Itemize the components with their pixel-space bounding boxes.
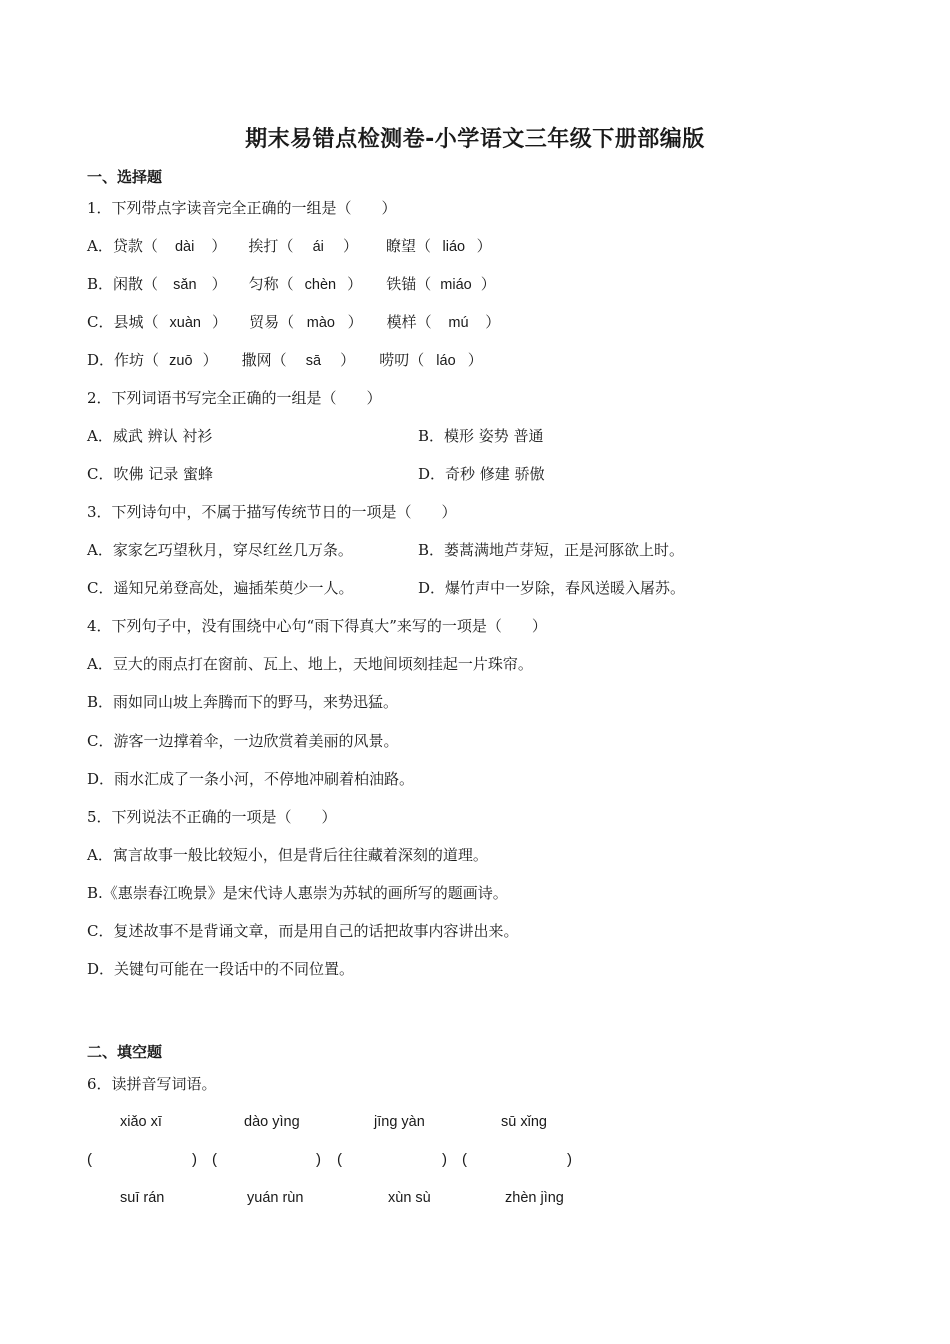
question-5-option-a: A．寓言故事一般比较短小，但是背后往往藏着深刻的道理。 <box>87 846 488 864</box>
word: 作坊 <box>114 351 145 369</box>
pinyin: sǎn <box>173 277 197 293</box>
question-4-option-b: B．雨如同山坡上奔腾而下的野马，来势迅猛。 <box>87 693 399 711</box>
page-title: 期末易错点检测卷-小学语文三年级下册部编版 <box>245 127 705 152</box>
question-5-option-c: C．复述故事不是背诵文章，而是用自己的话把故事内容讲出来。 <box>87 922 519 940</box>
pinyin-prompt: zhèn jìng <box>505 1190 564 1206</box>
question-2-option-a: A．威武 辨认 衬衫 <box>87 427 213 445</box>
word: 贷款 <box>112 237 143 255</box>
answer-blank-close: ) <box>442 1151 447 1168</box>
word: 唠叨 <box>379 351 410 369</box>
answer-blank-close: ) <box>567 1151 572 1168</box>
word: 匀称 <box>248 275 279 293</box>
question-2-stem: 2．下列词语书写完全正确的一组是（ ） <box>87 389 382 407</box>
answer-blank-close: ) <box>192 1151 197 1168</box>
question-1-option-c: C．县城（ xuàn ） 贸易（ mào ） 模样（ mú ） <box>87 313 501 331</box>
question-4-option-d: D．雨水汇成了一条小河，不停地冲刷着柏油路。 <box>87 770 415 788</box>
question-4-option-a: A．豆大的雨点打在窗前、瓦上、地上，天地间顷刻挂起一片珠帘。 <box>87 655 533 673</box>
pinyin-prompt: xùn sù <box>388 1190 431 1206</box>
question-3-option-a: A．家家乞巧望秋月，穿尽红丝几万条。 <box>87 541 353 559</box>
pinyin: mào <box>306 315 335 331</box>
pinyin: dài <box>174 239 195 255</box>
word: 贸易 <box>249 313 280 331</box>
question-2-option-c: C．吹佛 记录 蜜蜂 <box>87 465 214 483</box>
pinyin-prompt: suī rán <box>120 1190 165 1206</box>
question-2-option-b: B．模形 姿势 普通 <box>418 427 544 445</box>
question-5-option-d: D．关键句可能在一段话中的不同位置。 <box>87 960 355 978</box>
word: 模样 <box>386 313 417 331</box>
question-3-option-d: D．爆竹声中一岁除，春风送暖入屠苏。 <box>418 579 686 597</box>
question-3-option-b: B．蒌蒿满地芦芽短，正是河豚欲上时。 <box>418 541 685 559</box>
word: 挨打 <box>248 237 279 255</box>
answer-blank-open[interactable]: ( <box>337 1151 342 1168</box>
word: 撒网 <box>241 351 272 369</box>
pinyin-prompt: xiǎo xī <box>120 1114 162 1130</box>
pinyin: ái <box>312 239 324 255</box>
question-3-stem: 3．下列诗句中，不属于描写传统节日的一项是（ ） <box>87 503 457 521</box>
question-1-stem: 1．下列带点字读音完全正确的一组是（ ） <box>87 199 397 217</box>
question-1-option-d: D．作坊（ zuō ） 撒网（ sā ） 唠叨（ láo ） <box>87 351 483 369</box>
pinyin: miáo <box>440 277 472 293</box>
pinyin: láo <box>436 353 456 369</box>
answer-blank-open[interactable]: ( <box>87 1151 92 1168</box>
word: 县城 <box>113 313 144 331</box>
pinyin: liáo <box>442 239 466 255</box>
question-4-option-c: C．游客一边撑着伞，一边欣赏着美丽的风景。 <box>87 732 399 750</box>
section-heading-choice: 一、选择题 <box>87 168 163 186</box>
pinyin: zuō <box>169 353 193 369</box>
question-1-option-a: A．贷款（ dài ） 挨打（ ái ） 瞭望（ liáo ） <box>87 237 492 255</box>
answer-blank-close: ) <box>316 1151 321 1168</box>
pinyin-prompt: yuán rùn <box>247 1190 304 1206</box>
pinyin-prompt: jīng yàn <box>374 1114 425 1130</box>
question-5-option-b: B.《惠崇春江晚景》是宋代诗人惠崇为苏轼的画所写的题画诗。 <box>87 884 508 902</box>
word: 瞭望 <box>386 237 417 255</box>
pinyin: chèn <box>304 277 337 293</box>
question-2-option-d: D．奇秒 修建 骄傲 <box>418 465 545 483</box>
answer-blank-open[interactable]: ( <box>212 1151 217 1168</box>
question-4-stem: 4．下列句子中，没有围绕中心句“雨下得真大”来写的一项是（ ） <box>87 617 547 635</box>
pinyin-prompt: dào yìng <box>244 1114 300 1130</box>
word: 闲散 <box>113 275 144 293</box>
pinyin-prompt: sū xǐng <box>501 1114 547 1130</box>
pinyin: sā <box>305 353 322 369</box>
section-heading-fill: 二、填空题 <box>87 1043 163 1061</box>
answer-blank-open[interactable]: ( <box>462 1151 467 1168</box>
word: 铁锚 <box>386 275 417 293</box>
question-1-option-b: B．闲散（ sǎn ） 匀称（ chèn ） 铁锚（ miáo ） <box>87 275 496 293</box>
pinyin: xuàn <box>169 315 201 331</box>
pinyin: mú <box>448 315 469 331</box>
question-6-stem: 6．读拼音写词语。 <box>87 1075 217 1093</box>
question-3-option-c: C．遥知兄弟登高处，遍插茱萸少一人。 <box>87 579 354 597</box>
question-5-stem: 5．下列说法不正确的一项是（ ） <box>87 808 337 826</box>
